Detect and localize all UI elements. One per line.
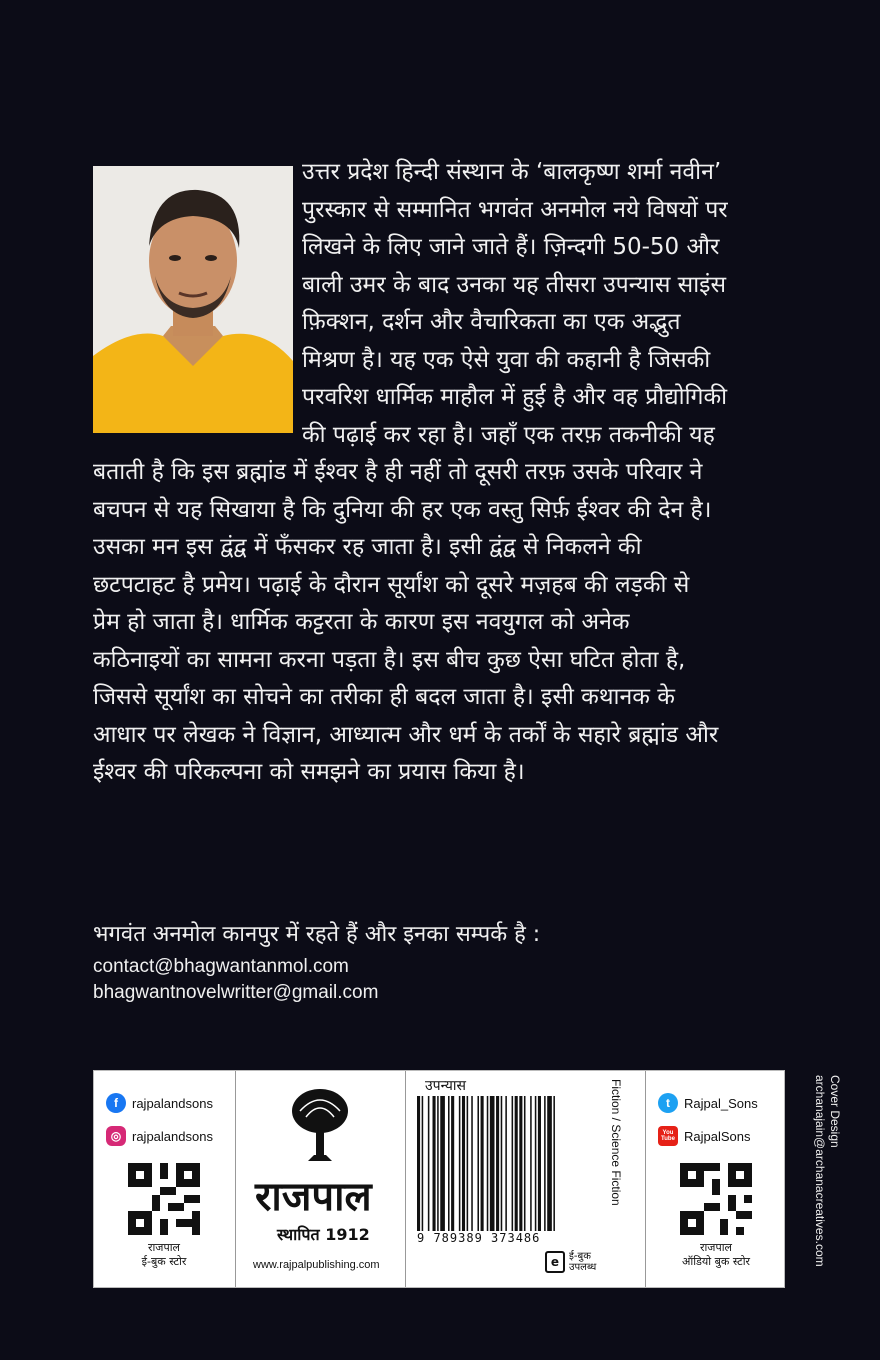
twitter-handle: Rajpal_Sons	[684, 1095, 758, 1111]
instagram-link[interactable]	[106, 1126, 213, 1146]
genre-english: Fiction / Science Fiction	[609, 1079, 623, 1206]
tree-logo-icon	[290, 1083, 350, 1163]
social-right	[645, 1071, 785, 1287]
facebook-handle: rajpalandsons	[132, 1095, 213, 1111]
email-link[interactable]: contact@bhagwantanmol.com	[93, 956, 349, 977]
description-full	[93, 454, 718, 792]
website-link[interactable]: www.rajpalpublishing.com	[253, 1259, 380, 1271]
qr-caption-line: राजपाल	[147, 1241, 181, 1254]
description-line: फ़िक्शन, दर्शन और वैचारिकता का एक अद्भुत	[302, 309, 681, 335]
cover-credit	[812, 1075, 852, 1305]
ebook-available-badge	[545, 1251, 596, 1273]
description-line: परवरिश धार्मिक माहौल में हुई है और वह प्रौद्योगिकी	[302, 384, 728, 410]
qr-caption	[656, 1241, 776, 1269]
established-text: स्थापित 1912	[277, 1225, 370, 1244]
description-line: बचपन से यह सिखाया है कि दुनिया की हर एक वस्तु सिर्फ़ ईश्वर की देन है।	[93, 496, 712, 523]
description-line: मिश्रण है। यह एक ऐसे युवा की कहानी है जिसकी	[302, 346, 711, 373]
contact-intro: भगवंत अनमोल कानपुर में रहते हैं और इनका सम्पर्क है :	[93, 922, 541, 947]
description-line: ईश्वर की परिकल्पना को समझने का प्रयास किया है।	[93, 759, 525, 785]
description-wrapped	[302, 154, 728, 454]
social-left	[94, 1071, 236, 1287]
email-link[interactable]: bhagwantnovelwritter@gmail.com	[93, 982, 379, 1003]
description-line: बताती है कि इस ब्रह्मांड में ईश्वर है ही नहीं तो दूसरी तरफ़ उसके परिवार ने	[93, 459, 703, 485]
description-line: उत्तर प्रदेश हिन्दी संस्थान के ‘बालकृष्ण शर्मा नवीन’	[302, 159, 722, 185]
description-line: छटपटाहट है प्रमेय। पढ़ाई के दौरान सूर्यांश को दूसरे मज़हब की लड़की से	[93, 571, 690, 598]
description-line: आधार पर लेखक ने विज्ञान, आध्यात्म और धर्म के तर्कों के सहारे ब्रह्मांड और	[93, 721, 719, 748]
ebook-label: ई-बुक	[569, 1251, 591, 1262]
facebook-icon: f	[106, 1093, 126, 1113]
description-line: प्रेम हो जाता है। धार्मिक कट्टरता के कारण इस नवयुगल को अनेक	[93, 609, 630, 635]
publisher-logo-area	[235, 1071, 406, 1287]
ebook-label: उपलब्ध	[569, 1262, 597, 1273]
qr-caption-line: ऑडियो बुक स्टोर	[681, 1255, 751, 1268]
qr-caption-line: राजपाल	[699, 1241, 733, 1254]
publisher-panel	[93, 1070, 785, 1288]
youtube-link[interactable]	[658, 1126, 751, 1146]
description-line: पुरस्कार से सम्मानित भगवंत अनमोल नये विषयों पर	[302, 196, 728, 223]
description-line: कठिनाइयों का सामना करना पड़ता है। इस बीच कुछ ऐसा घटित होता है,	[93, 646, 686, 673]
cover-credit-email: archanajain@archanacreatives.com	[813, 1075, 827, 1267]
description-line: बाली उमर के बाद उनका यह तीसरा उपन्यास साइंस	[302, 271, 727, 298]
qr-caption-line: ई-बुक स्टोर	[141, 1255, 187, 1268]
isbn-barcode	[417, 1096, 609, 1231]
isbn-number: 9 789389 373486	[417, 1231, 541, 1245]
qr-caption	[104, 1241, 224, 1269]
cover-credit-label: Cover Design	[828, 1075, 842, 1148]
instagram-icon: ◎	[106, 1126, 126, 1146]
youtube-icon: You Tube	[658, 1126, 678, 1146]
facebook-link[interactable]	[106, 1093, 213, 1113]
audiobook-store-qr[interactable]	[680, 1163, 752, 1235]
genre-hindi: उपन्यास	[425, 1078, 466, 1094]
twitter-icon: t	[658, 1093, 678, 1113]
author-photo	[93, 166, 293, 433]
twitter-link[interactable]	[658, 1093, 758, 1113]
description-line: की पढ़ाई कर रहा है। जहाँ एक तरफ़ तकनीकी यह	[302, 421, 715, 448]
barcode-area	[405, 1071, 645, 1287]
description-line: उसका मन इस द्वंद्व में फँसकर रह जाता है। इसी द्वंद्व से निकलने की	[93, 534, 642, 560]
ebook-store-qr[interactable]	[128, 1163, 200, 1235]
description-line: जिससे सूर्यांश का सोचने का तरीका ही बदल जाता है। इसी कथानक के	[93, 684, 675, 710]
description-line: लिखने के लिए जाने जाते हैं। ज़िन्दगी 50-50 और	[302, 234, 720, 260]
publisher-logo-text: राजपाल	[255, 1173, 372, 1220]
instagram-handle: rajpalandsons	[132, 1128, 213, 1144]
ebook-icon: e	[545, 1251, 565, 1273]
youtube-handle: RajpalSons	[684, 1128, 751, 1144]
